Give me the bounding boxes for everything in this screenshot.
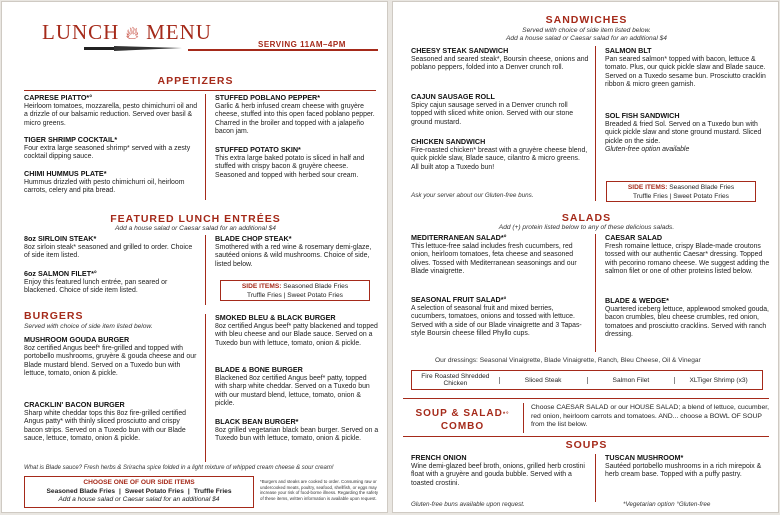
sandwich-side-items-box: SIDE ITEMS: Seasoned Blade Fries Truffle Fries | Sweet Potato Fries <box>606 181 756 202</box>
right-menu-page <box>392 1 779 513</box>
menu-item: TIGER SHRIMP COCKTAIL* Four extra large seasoned shrimp* served with a zesty cocktail dipping sauce. <box>24 135 191 161</box>
salads-subtitle: Add (+) protein listed below to any of these delicious salads. <box>498 224 675 231</box>
soups-divider <box>595 454 596 502</box>
entree-side-items-box: SIDE ITEMS: Seasoned Blade Fries Truffle Fries | Sweet Potato Fries <box>220 280 370 301</box>
menu-item: CRACKLIN' BACON BURGER Sharp white cheddar tops this 8oz fire-grilled certified Angus patty* with thinly sliced prosciutto and crispy bacon strips. Served on a Tuxedo bun with our Blade sauce, lettuce, tomato, onion & pickle. <box>24 400 187 443</box>
logo-lunch: LUNCH <box>42 20 120 44</box>
menu-item: CAJUN SAUSAGE ROLL Spicy cajun sausage served in a Denver crunch roll topped with sliced white onion. Served with our stone ground mustard. <box>411 92 574 126</box>
menu-item: BLACK BEAN BURGER* 8oz grilled vegetarian black bean burger. Served on a Tuxedo bun with lettuce, tomato, onion & pickle. <box>215 417 379 443</box>
sandwiches-title: SANDWICHES <box>545 14 628 26</box>
combo-divider <box>523 403 524 433</box>
menu-item: CAPRESE PIATTO*° Heirloom tomatoes, mozzarella, pesto chimichurri oil and a drizzle of our balsamic reduction. Served over basil & micro greens. <box>24 93 198 127</box>
appetizers-rule <box>24 90 376 91</box>
logo-menu: MENU <box>146 20 212 44</box>
protein-option: XLTiger Shrimp (x3) <box>674 377 762 384</box>
menu-item: CHEESY STEAK SANDWICH Seasoned and seared steak*, Boursin cheese, onions and poblano peppers, folded into a Denver crunch roll. <box>411 46 589 72</box>
menu-item: 8oz SIRLOIN STEAK* 8oz sirloin steak* seasoned and grilled to order. Choice of side item listed. <box>24 234 193 260</box>
entrees-subtitle: Add a house salad or Caesar salad for an additional $4 <box>115 225 276 232</box>
menu-item: BLADE CHOP STEAK* Smothered with a red wine & rosemary demi-glaze, sautéed onions & wild mushrooms. Choice of side, listed below. <box>215 234 372 268</box>
protein-options <box>411 370 763 390</box>
burgers-divider <box>205 314 206 462</box>
gluten-free-bun-note: Ask your server about our Gluten-free buns. <box>411 192 534 199</box>
side-options-box: CHOOSE ONE OF OUR SIDE ITEMS Seasoned Blade Fries | Sweet Potato Fries | Truffle Fries Add a house salad or Caesar salad for an additional $4 <box>24 476 254 508</box>
menu-item: CHIMI HUMMUS PLATE* Hummus drizzled with pesto chimichurri oil, heirloom carrots, celery and pita bread. <box>24 169 185 195</box>
menu-item: CHICKEN SANDWICH Fire-roasted chicken* breast with a gruyère cheese blend, quick pickle slaw, Blade sauce, cilantro & micro greens. All built atop a Tuxedo bun! <box>411 137 588 171</box>
menu-item: BLADE & WEDGE* Quartered iceberg lettuce, applewood smoked gouda, bacon crumbles, bleu cheese crumbles, red onion, tomatoes and prosciutto cracklins. Served with ranch dressing. <box>605 296 769 339</box>
menu-item: MUSHROOM GOUDA BURGER 8oz certified Angus beef* fire-grilled and topped with portobello mushrooms, gruyère & gouda cheese and our Blade mustard blend. Served on a Tuxedo bun with lettuce, tomato, onion & pickle. <box>24 335 197 378</box>
sandwiches-divider <box>595 46 596 201</box>
menu-item: BLADE & BONE BURGER Blackened 8oz certified Angus beef* patty, topped with sharp white cheddar. Served on a Tuxedo bun with our mustard blend, lettuce, tomato, onion & pickle. <box>215 365 370 408</box>
food-safety-disclaimer: *Burgers and steaks are cooked to order. Consuming raw or undercooked meats, poultry, seafood, shellfish, or eggs may increase your risk of food-borne illness. Regarding the safety of these items, written information is available upon request. <box>260 479 379 501</box>
flame-icon: 🔥︎ <box>125 23 140 43</box>
menu-item: CAESAR SALAD Fresh romaine lettuce, crispy Blade-made croutons tossed with our authentic Caesar* dressing. Topped with pecorino romano cheese. We suggest adding the salmon filet or one of other proteins listed below. <box>605 233 770 276</box>
protein-option: Salmon Filet <box>587 377 675 384</box>
combo-bottom-rule <box>403 436 769 437</box>
salads-divider <box>595 234 596 352</box>
combo-title: SOUP & SALAD*° COMBO <box>415 408 510 432</box>
burgers-title: BURGERS <box>24 310 84 322</box>
combo-description: Choose CAESAR SALAD or our HOUSE SALAD; a blend of lettuce, cucumber, red onion, heirloom carrots and tomatoes. AND... choose a BOWL OF SOUP from the list below. <box>531 404 770 429</box>
header-rule <box>188 49 378 51</box>
gluten-free-bun-note-2: Gluten-free buns available upon request. <box>411 501 525 508</box>
knife-icon <box>84 45 184 52</box>
soups-title: SOUPS <box>565 439 608 451</box>
menu-item: SALMON BLT Pan seared salmon* topped with bacon, lettuce & tomato. Plus, our quick pickle slaw and Blade sauce. Served on a Tuxedo sesame bun. Prosciutto cracklin ribbon & micro green garnish. <box>605 46 766 89</box>
menu-item: STUFFED POTATO SKIN* This extra large baked potato is sliced in half and stuffed with crispy bacon & gruyère cheese. Seasoned and topped with herbed sour cream. <box>215 145 365 179</box>
sandwiches-subtitle-1: Served with choice of side item listed below. <box>522 27 651 34</box>
left-menu-page <box>1 1 388 513</box>
menu-item: FRENCH ONION Wine demi-glazed beef broth, onions, grilled herb crostini float with a gruyère and gouda bubble. Served with a toasted crostini. <box>411 453 585 487</box>
sandwiches-subtitle-2: Add a house salad or Caesar salad for an additional $4 <box>506 35 667 42</box>
menu-item: MEDITERRANEAN SALAD*° This lettuce-free salad includes fresh cucumbers, red onion, heirloom tomatoes, feta cheese and seasoned olives. Tossed with Mediterranean seasonings and our Blade vinaigrette. <box>411 233 577 276</box>
menu-item: SOL FISH SANDWICH Breaded & fried Sol. Served on a Tuxedo bun with quick pickle slaw and stone ground mustard. Sliced pickle on the side. Gluten-free option available <box>605 111 762 154</box>
serving-hours: SERVING 11AM–4PM <box>258 40 346 49</box>
entrees-divider <box>205 235 206 305</box>
blade-sauce-note: What is Blade sauce? Fresh herbs & Sriracha spice folded in a light mixture of whipped cream cheese & sour cream! <box>24 465 334 471</box>
menu-logo <box>42 20 212 45</box>
menu-item: SEASONAL FRUIT SALAD*° A selection of seasonal fruit and mixed berries, cucumbers, tomatoes, onions and tossed with lettuce. Served with a side of our Blade vinaigrette and 3 Tapas-style Boursin cheese filled Phyllo cups. <box>411 295 582 338</box>
menu-item: STUFFED POBLANO PEPPER* Garlic & herb infused cream cheese with gruyère cheese, stuffed into this open faced poblano pepper. Charred in the broiler and topped with a jalapeño bacon jam. <box>215 93 375 136</box>
salads-title: SALADS <box>561 212 612 224</box>
menu-item: SMOKED BLEU & BLACK BURGER 8oz certified Angus beef* patty blackened and topped with bleu cheese and our Blade sauce. Served on a Tuxedo bun with lettuce, tomato, onion & pickle. <box>215 313 378 347</box>
menu-item: TUSCAN MUSHROOM* Sautéed portobello mushrooms in a rich mirepoix & herb cream base. Topped with a puffy pastry. <box>605 453 762 479</box>
protein-option: Sliced Steak <box>499 377 587 384</box>
dressings-list: Our dressings: Seasonal Vinaigrette, Blade Vinaigrette, Ranch, Bleu Cheese, Oil & Vinegar <box>435 357 701 364</box>
protein-option: Fire Roasted Shredded Chicken <box>421 373 490 387</box>
burgers-subtitle: Served with choice of side item listed below. <box>24 323 153 330</box>
appetizers-divider <box>205 94 206 200</box>
appetizers-title: APPETIZERS <box>157 75 234 87</box>
diet-legend: *Vegetarian option °Gluten-free <box>623 501 711 508</box>
entrees-title: FEATURED LUNCH ENTRÉES <box>110 213 281 225</box>
combo-top-rule <box>403 398 769 399</box>
menu-item: 6oz SALMON FILET*° Enjoy this featured lunch entrée, pan seared or blackened. Choice of side item listed. <box>24 269 168 295</box>
